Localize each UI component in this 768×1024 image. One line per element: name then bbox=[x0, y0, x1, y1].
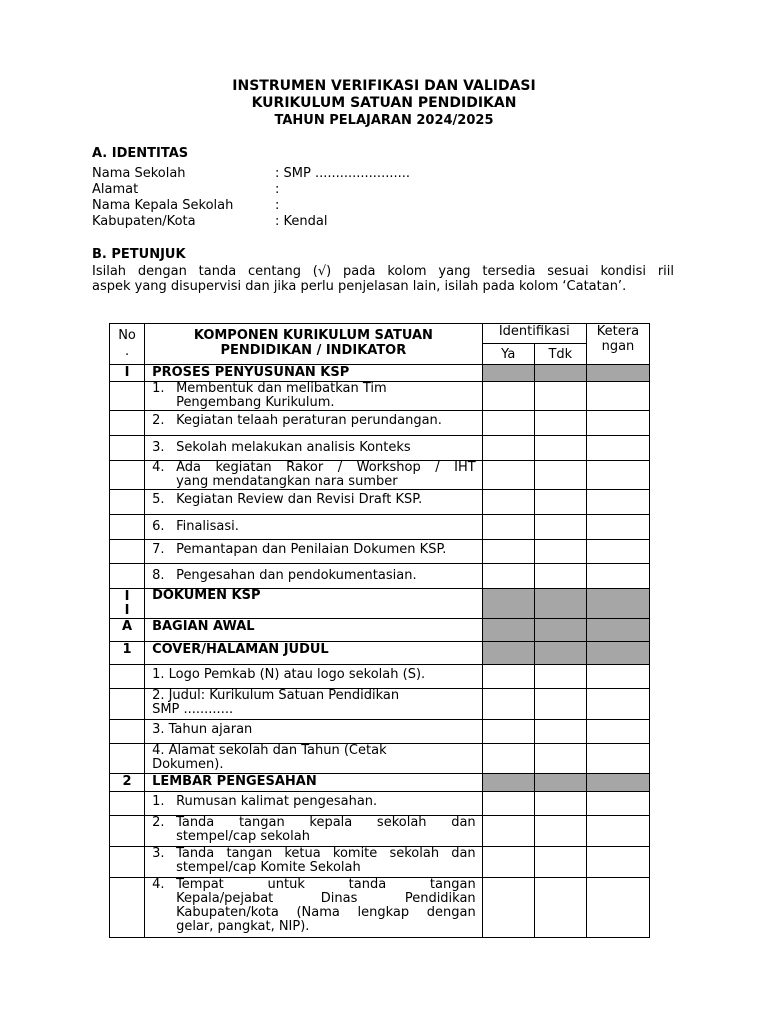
table-row bbox=[110, 411, 650, 436]
keterangan-cell[interactable] bbox=[586, 878, 649, 938]
indicator-cell bbox=[145, 436, 483, 461]
item-text: Tanda tangan ketua komite sekolah dan bbox=[176, 846, 476, 861]
verification-table bbox=[109, 323, 650, 938]
item-number: 4. bbox=[152, 877, 165, 892]
row-number bbox=[110, 436, 145, 461]
check-cell-ya[interactable] bbox=[482, 792, 534, 816]
table-row bbox=[110, 816, 650, 847]
keterangan-cell[interactable] bbox=[586, 436, 649, 461]
table-row bbox=[110, 382, 650, 411]
indicator-cell bbox=[145, 461, 483, 490]
field-value: : SMP ....................... bbox=[275, 166, 410, 181]
check-cell-tdk[interactable] bbox=[534, 564, 586, 589]
keterangan-cell[interactable] bbox=[586, 382, 649, 411]
item-text: yang mendatangkan nara sumber bbox=[176, 474, 398, 489]
item-number: 8. bbox=[152, 568, 165, 583]
check-cell-tdk bbox=[534, 774, 586, 792]
check-cell-tdk[interactable] bbox=[534, 744, 586, 774]
keterangan-cell bbox=[586, 365, 649, 382]
row-number bbox=[110, 515, 145, 540]
check-cell-tdk[interactable] bbox=[534, 847, 586, 878]
check-cell-ya[interactable] bbox=[482, 490, 534, 515]
field-label: Kabupaten/Kota bbox=[92, 214, 196, 229]
row-number bbox=[110, 461, 145, 490]
section-title: LEMBAR PENGESAHAN bbox=[145, 774, 483, 792]
check-cell-tdk[interactable] bbox=[534, 436, 586, 461]
table-row bbox=[110, 515, 650, 540]
header-no bbox=[110, 324, 145, 365]
check-cell-ya[interactable] bbox=[482, 720, 534, 744]
item-text: 4. Alamat sekolah dan Tahun (Cetak bbox=[152, 743, 387, 758]
item-text: Dokumen). bbox=[152, 757, 224, 772]
check-cell-tdk[interactable] bbox=[534, 382, 586, 411]
row-number-line: I bbox=[124, 603, 130, 618]
table-row bbox=[110, 792, 650, 816]
check-cell-tdk[interactable] bbox=[534, 411, 586, 436]
item-text: SMP ............ bbox=[152, 702, 234, 717]
petunjuk-line-2: aspek yang disupervisi dan jika perlu penjelasan lain, isilah pada kolom ‘Catatan’. bbox=[92, 279, 627, 294]
table-row bbox=[110, 564, 650, 589]
item-number: 2. bbox=[152, 413, 165, 428]
section-title: DOKUMEN KSP bbox=[145, 589, 483, 619]
table-row bbox=[110, 689, 650, 720]
section-row bbox=[110, 774, 650, 792]
keterangan-cell[interactable] bbox=[586, 411, 649, 436]
item-text: Ada kegiatan Rakor / Workshop / IHT bbox=[176, 460, 476, 475]
check-cell-ya[interactable] bbox=[482, 689, 534, 720]
document-title-line-2: KURIKULUM SATUAN PENDIDIKAN bbox=[251, 95, 517, 111]
section-petunjuk-heading: B. PETUNJUK bbox=[92, 247, 186, 262]
item-number: 3. bbox=[152, 440, 165, 455]
row-number bbox=[110, 689, 145, 720]
indicator-cell bbox=[145, 515, 483, 540]
field-value: : bbox=[275, 198, 280, 213]
keterangan-cell bbox=[586, 642, 649, 665]
check-cell-ya bbox=[482, 642, 534, 665]
row-number bbox=[110, 792, 145, 816]
indicator-cell bbox=[145, 490, 483, 515]
row-number bbox=[110, 382, 145, 411]
header-komponen bbox=[145, 324, 483, 365]
item-text: Pemantapan dan Penilaian Dokumen KSP. bbox=[176, 542, 447, 557]
field-label: Nama Kepala Sekolah bbox=[92, 198, 234, 213]
item-text: 3. Tahun ajaran bbox=[152, 722, 253, 737]
item-text: gelar, pangkat, NIP). bbox=[176, 919, 310, 934]
keterangan-cell bbox=[586, 619, 649, 642]
keterangan-cell[interactable] bbox=[586, 689, 649, 720]
keterangan-cell[interactable] bbox=[586, 744, 649, 774]
check-cell-ya bbox=[482, 589, 534, 619]
item-text: 1. Logo Pemkab (N) atau logo sekolah (S). bbox=[152, 667, 426, 682]
check-cell-tdk[interactable] bbox=[534, 461, 586, 490]
table-row bbox=[110, 540, 650, 564]
indicator-cell bbox=[145, 878, 483, 938]
field-label: Alamat bbox=[92, 182, 139, 197]
section-row bbox=[110, 642, 650, 665]
item-number: 1. bbox=[152, 381, 165, 396]
check-cell-tdk[interactable] bbox=[534, 665, 586, 689]
item-text: stempel/cap Komite Sekolah bbox=[176, 860, 361, 875]
item-text: Rumusan kalimat pengesahan. bbox=[176, 794, 378, 809]
table-row bbox=[110, 878, 650, 938]
petunjuk-text bbox=[92, 264, 674, 294]
field-value: : bbox=[275, 182, 280, 197]
row-number bbox=[110, 816, 145, 847]
check-cell-tdk[interactable] bbox=[534, 540, 586, 564]
section-row bbox=[110, 619, 650, 642]
row-number: I bbox=[110, 365, 145, 382]
item-number: 3. bbox=[152, 846, 165, 861]
row-number bbox=[110, 744, 145, 774]
item-text: Membentuk dan melibatkan Tim bbox=[176, 381, 387, 396]
indicator-cell bbox=[145, 689, 483, 720]
row-number-line: I bbox=[124, 589, 130, 604]
keterangan-cell[interactable] bbox=[586, 515, 649, 540]
indicator-cell bbox=[145, 720, 483, 744]
check-cell-ya[interactable] bbox=[482, 665, 534, 689]
check-cell-tdk[interactable] bbox=[534, 720, 586, 744]
keterangan-cell[interactable] bbox=[586, 564, 649, 589]
check-cell-ya[interactable] bbox=[482, 540, 534, 564]
check-cell-ya[interactable] bbox=[482, 515, 534, 540]
item-number: 2. bbox=[152, 815, 165, 830]
section-identitas-heading: A. IDENTITAS bbox=[92, 146, 189, 161]
header-keterangan bbox=[586, 324, 649, 365]
item-number: 1. bbox=[152, 794, 165, 809]
check-cell-ya[interactable] bbox=[482, 461, 534, 490]
check-cell-tdk bbox=[534, 642, 586, 665]
field-value: : Kendal bbox=[275, 214, 328, 229]
section-title: BAGIAN AWAL bbox=[145, 619, 483, 642]
table-row bbox=[110, 461, 650, 490]
header-identifikasi: Identifikasi bbox=[482, 324, 586, 344]
keterangan-cell[interactable] bbox=[586, 847, 649, 878]
keterangan-cell[interactable] bbox=[586, 540, 649, 564]
row-number bbox=[110, 665, 145, 689]
table-row bbox=[110, 436, 650, 461]
row-number bbox=[110, 878, 145, 938]
header-komponen-line-1: KOMPONEN KURIKULUM SATUAN bbox=[193, 328, 433, 343]
keterangan-cell bbox=[586, 589, 649, 619]
table-row bbox=[110, 665, 650, 689]
document-title-line-3: TAHUN PELAJARAN 2024/2025 bbox=[274, 113, 494, 128]
indicator-cell bbox=[145, 847, 483, 878]
row-number bbox=[110, 490, 145, 515]
check-cell-tdk bbox=[534, 365, 586, 382]
item-number: 4. bbox=[152, 460, 165, 475]
check-cell-ya bbox=[482, 619, 534, 642]
indicator-cell bbox=[145, 564, 483, 589]
check-cell-ya bbox=[482, 365, 534, 382]
row-number bbox=[110, 540, 145, 564]
item-text: Kabupaten/kota (Nama lengkap dengan bbox=[176, 905, 476, 920]
check-cell-tdk bbox=[534, 589, 586, 619]
header-tdk: Tdk bbox=[534, 344, 586, 365]
header-ya: Ya bbox=[482, 344, 534, 365]
check-cell-ya bbox=[482, 774, 534, 792]
check-cell-tdk bbox=[534, 619, 586, 642]
check-cell-ya[interactable] bbox=[482, 878, 534, 938]
row-number: A bbox=[110, 619, 145, 642]
item-text: Sekolah melakukan analisis Konteks bbox=[176, 440, 411, 455]
check-cell-tdk[interactable] bbox=[534, 490, 586, 515]
item-text: 2. Judul: Kurikulum Satuan Pendidikan bbox=[152, 688, 400, 703]
item-text: Kegiatan telaah peraturan perundangan. bbox=[176, 413, 442, 428]
check-cell-ya[interactable] bbox=[482, 744, 534, 774]
item-text: Pengembang Kurikulum. bbox=[176, 395, 335, 410]
item-number: 6. bbox=[152, 519, 165, 534]
table-row bbox=[110, 744, 650, 774]
row-number bbox=[110, 847, 145, 878]
check-cell-tdk[interactable] bbox=[534, 816, 586, 847]
check-cell-ya[interactable] bbox=[482, 436, 534, 461]
header-keterangan-line-1: Ketera bbox=[596, 324, 640, 339]
item-text: Pengesahan dan pendokumentasian. bbox=[176, 568, 417, 583]
indicator-cell bbox=[145, 665, 483, 689]
indicator-cell bbox=[145, 816, 483, 847]
row-number: 1 bbox=[110, 642, 145, 665]
indicator-cell bbox=[145, 744, 483, 774]
row-number bbox=[110, 411, 145, 436]
keterangan-cell bbox=[586, 774, 649, 792]
check-cell-tdk[interactable] bbox=[534, 878, 586, 938]
keterangan-cell[interactable] bbox=[586, 816, 649, 847]
indicator-cell bbox=[145, 382, 483, 411]
document-title-line-1: INSTRUMEN VERIFIKASI DAN VALIDASI bbox=[232, 78, 536, 94]
check-cell-ya[interactable] bbox=[482, 564, 534, 589]
keterangan-cell[interactable] bbox=[586, 665, 649, 689]
table-row bbox=[110, 490, 650, 515]
indicator-cell bbox=[145, 792, 483, 816]
header-no-line-1: No bbox=[118, 328, 136, 343]
table-row bbox=[110, 847, 650, 878]
indicator-cell bbox=[145, 411, 483, 436]
keterangan-cell[interactable] bbox=[586, 490, 649, 515]
row-number: 2 bbox=[110, 774, 145, 792]
item-text: Tanda tangan kepala sekolah dan bbox=[176, 815, 476, 830]
row-number bbox=[110, 720, 145, 744]
item-text: Kepala/pejabat Dinas Pendidikan bbox=[176, 891, 476, 906]
section-title: COVER/HALAMAN JUDUL bbox=[145, 642, 483, 665]
header-keterangan-line-2: ngan bbox=[601, 339, 635, 354]
section-row bbox=[110, 365, 650, 382]
item-text: Finalisasi. bbox=[176, 519, 239, 534]
petunjuk-line-1: Isilah dengan tanda centang (√) pada kolom yang tersedia sesuai kondisi riil bbox=[92, 264, 674, 279]
check-cell-tdk[interactable] bbox=[534, 515, 586, 540]
row-number bbox=[110, 564, 145, 589]
item-text: Tempat untuk tanda tangan bbox=[176, 877, 476, 892]
item-number: 5. bbox=[152, 492, 165, 507]
indicator-cell bbox=[145, 540, 483, 564]
keterangan-cell[interactable] bbox=[586, 792, 649, 816]
item-text: Kegiatan Review dan Revisi Draft KSP. bbox=[176, 492, 423, 507]
section-title: PROSES PENYUSUNAN KSP bbox=[145, 365, 483, 382]
item-text: stempel/cap sekolah bbox=[176, 829, 310, 844]
check-cell-ya[interactable] bbox=[482, 847, 534, 878]
section-row bbox=[110, 589, 650, 619]
check-cell-tdk[interactable] bbox=[534, 689, 586, 720]
row-number bbox=[110, 589, 145, 619]
item-number: 7. bbox=[152, 542, 165, 557]
check-cell-ya[interactable] bbox=[482, 382, 534, 411]
table-row bbox=[110, 720, 650, 744]
check-cell-ya[interactable] bbox=[482, 816, 534, 847]
keterangan-cell[interactable] bbox=[586, 461, 649, 490]
header-komponen-line-2: PENDIDIKAN / INDIKATOR bbox=[220, 343, 407, 358]
header-no-line-2: . bbox=[124, 344, 130, 359]
check-cell-ya[interactable] bbox=[482, 411, 534, 436]
keterangan-cell[interactable] bbox=[586, 720, 649, 744]
field-label: Nama Sekolah bbox=[92, 166, 186, 181]
check-cell-tdk[interactable] bbox=[534, 792, 586, 816]
